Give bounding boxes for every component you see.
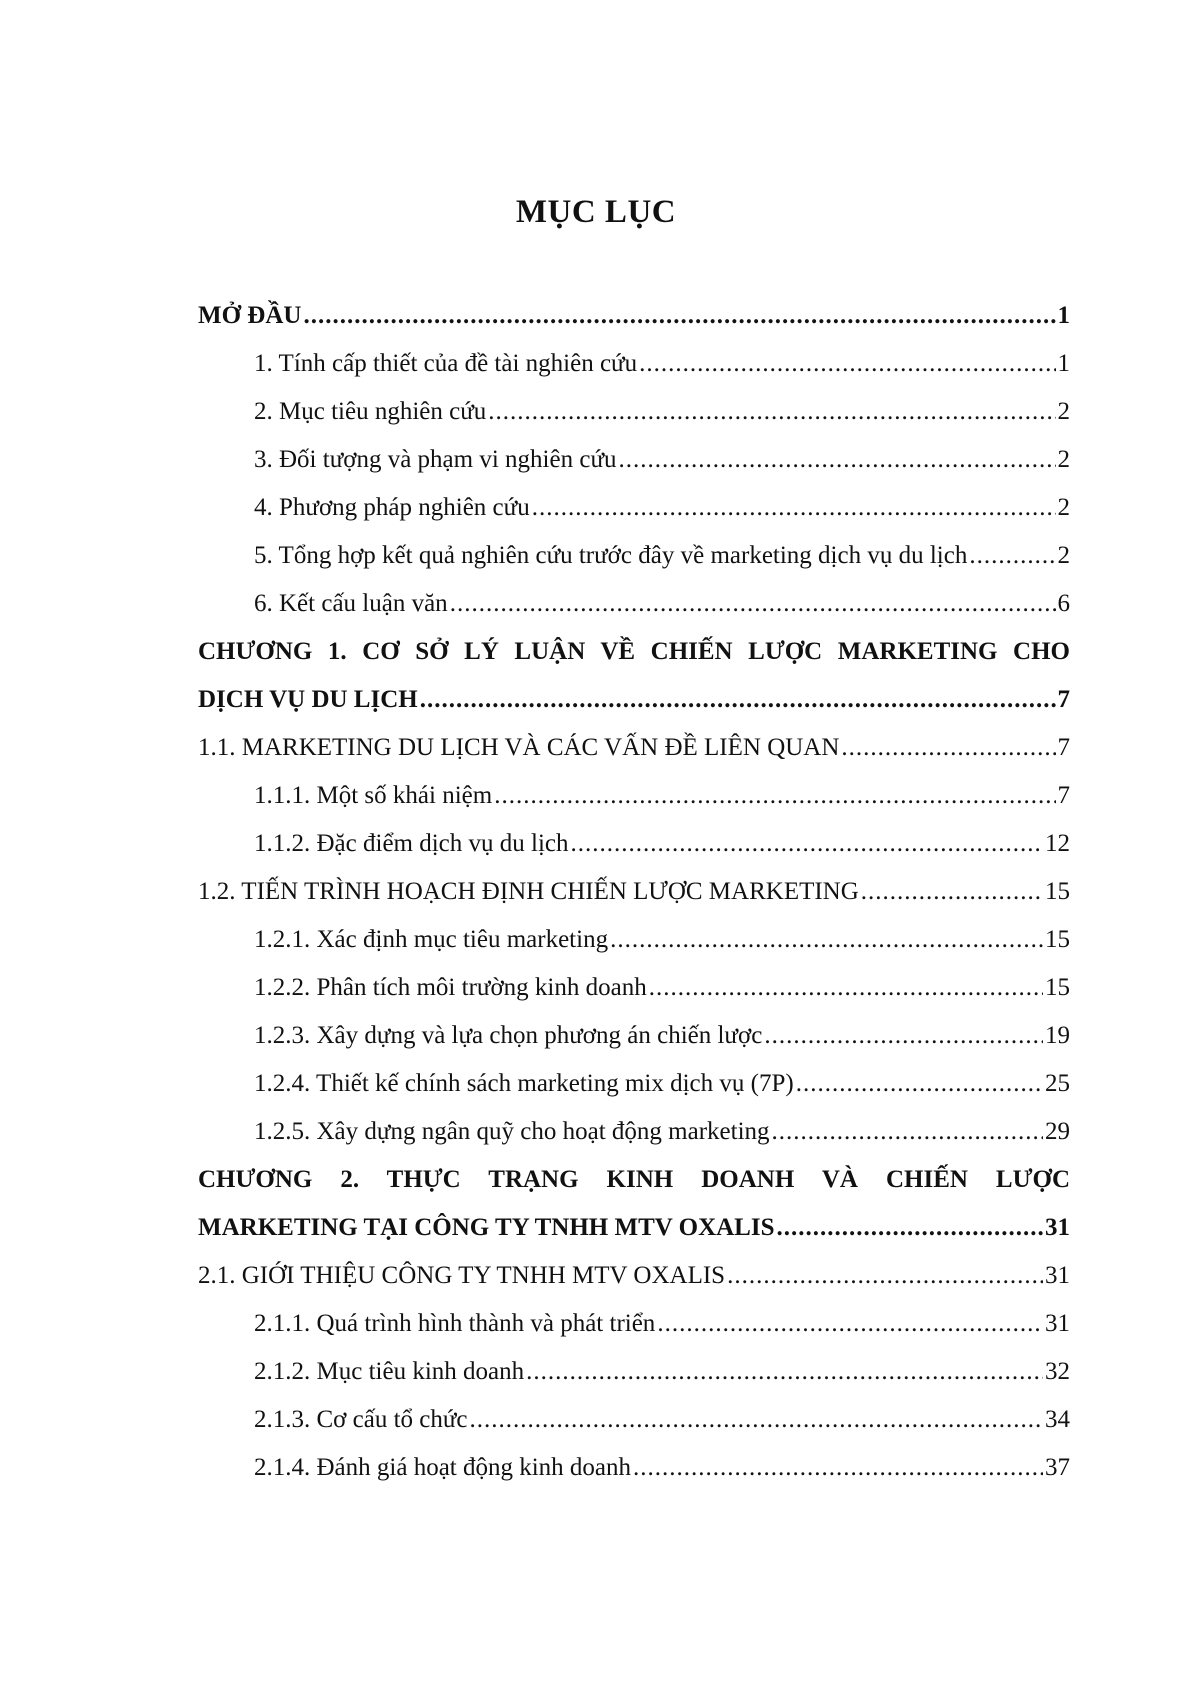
chapter-title-line-1: CHƯƠNG 1. CƠ SỞ LÝ LUẬN VỀ CHIẾN LƯỢC MARKETING CHO <box>198 638 1070 665</box>
dot-leader <box>526 1355 1043 1389</box>
dot-leader <box>777 1211 1044 1245</box>
page-number: 32 <box>1045 1358 1070 1385</box>
dot-leader <box>772 1115 1043 1149</box>
toc-entry[interactable] <box>198 731 1070 779</box>
dot-leader <box>470 1403 1043 1437</box>
toc-entry[interactable] <box>198 395 1070 443</box>
toc-entry[interactable] <box>198 347 1070 395</box>
page-number: 31 <box>1045 1214 1070 1241</box>
page-number: 2 <box>1057 494 1070 521</box>
toc-entry-label: 1. Tính cấp thiết của đề tài nghiên cứu <box>254 350 638 377</box>
toc-entry-label: 3. Đối tượng và phạm vi nghiên cứu <box>254 446 617 473</box>
toc-entry-label: 1.1.2. Đặc điểm dịch vụ du lịch <box>254 830 569 857</box>
dot-leader <box>639 347 1055 381</box>
toc-entry-label: MỞ ĐẦU <box>198 302 302 329</box>
page-number: 1 <box>1057 302 1070 329</box>
dot-leader <box>303 299 1055 333</box>
dot-leader <box>532 491 1056 525</box>
dot-leader <box>450 587 1056 621</box>
page-number: 12 <box>1045 830 1070 857</box>
toc-entry-label: 2.1. GIỚI THIỆU CÔNG TY TNHH MTV OXALIS <box>198 1262 726 1289</box>
dot-leader <box>764 1019 1043 1053</box>
page-number: 2 <box>1057 446 1070 473</box>
toc-entry[interactable] <box>198 923 1070 971</box>
page-number: 7 <box>1057 734 1070 761</box>
toc-entry-label: 1.2.5. Xây dựng ngân quỹ cho hoạt động marketing <box>254 1118 770 1145</box>
toc-entry[interactable] <box>198 1259 1070 1307</box>
dot-leader <box>657 1307 1043 1341</box>
page-number: 15 <box>1045 974 1070 1001</box>
toc-entry-label: 1.2.1. Xác định mục tiêu marketing <box>254 926 609 953</box>
toc-entry-label: 2.1.4. Đánh giá hoạt động kinh doanh <box>254 1454 632 1481</box>
toc-entry[interactable] <box>198 971 1070 1019</box>
toc-entry[interactable] <box>198 299 1070 347</box>
toc-title: MỤC LỤC <box>515 194 677 230</box>
page-number: 15 <box>1045 926 1070 953</box>
page-number: 7 <box>1057 686 1070 713</box>
toc-entry-label: 2. Mục tiêu nghiên cứu <box>254 398 487 425</box>
chapter-title-line-1: CHƯƠNG 2. THỰC TRẠNG KINH DOANH VÀ CHIẾN LƯỢC <box>198 1166 1070 1193</box>
page-number: 37 <box>1045 1454 1070 1481</box>
page-number: 1 <box>1057 350 1070 377</box>
dot-leader <box>649 971 1043 1005</box>
toc-entry[interactable] <box>198 1067 1070 1115</box>
dot-leader <box>861 875 1043 909</box>
dot-leader <box>633 1451 1043 1485</box>
page-number: 7 <box>1057 782 1070 809</box>
page-number: 2 <box>1057 542 1070 569</box>
toc-entry-label: 2.1.1. Quá trình hình thành và phát triển <box>254 1310 656 1337</box>
toc-entry-label: 1.1.1. Một số khái niệm <box>254 782 493 809</box>
toc-entry[interactable] <box>198 491 1070 539</box>
toc-entry[interactable] <box>198 1403 1070 1451</box>
toc-entry[interactable] <box>198 539 1070 587</box>
toc-entry-label: 2.1.2. Mục tiêu kinh doanh <box>254 1358 525 1385</box>
dot-leader <box>488 395 1055 429</box>
toc-entry[interactable] <box>198 1307 1070 1355</box>
toc-entry-label: 1.2.4. Thiết kế chính sách marketing mix dịch vụ (7P) <box>254 1070 794 1097</box>
toc-chapter-heading[interactable] <box>198 635 1070 731</box>
toc-entry[interactable] <box>198 1355 1070 1403</box>
dot-leader <box>571 827 1043 861</box>
toc-entry-label: 2.1.3. Cơ cấu tổ chức <box>254 1406 468 1433</box>
toc-entry-label: 1.1. MARKETING DU LỊCH VÀ CÁC VẤN ĐỀ LIÊN QUAN <box>198 734 840 761</box>
chapter-title-line-2: MARKETING TẠI CÔNG TY TNHH MTV OXALIS <box>198 1214 775 1241</box>
table-of-contents <box>198 299 1070 1499</box>
page-number: 15 <box>1045 878 1070 905</box>
toc-entry[interactable] <box>198 587 1070 635</box>
toc-entry[interactable] <box>198 1019 1070 1067</box>
chapter-title-line-2: DỊCH VỤ DU LỊCH <box>198 686 418 713</box>
toc-entry-label: 5. Tổng hợp kết quả nghiên cứu trước đây về marketing dịch vụ du lịch <box>254 542 968 569</box>
toc-chapter-heading[interactable] <box>198 1163 1070 1259</box>
page-number: 6 <box>1057 590 1070 617</box>
dot-leader <box>796 1067 1043 1101</box>
page-number: 31 <box>1045 1262 1070 1289</box>
toc-entry-label: 1.2.3. Xây dựng và lựa chọn phương án chiến lược <box>254 1022 763 1049</box>
page-number: 25 <box>1045 1070 1070 1097</box>
page-number: 34 <box>1045 1406 1070 1433</box>
page-number: 19 <box>1045 1022 1070 1049</box>
toc-entry-label: 4. Phương pháp nghiên cứu <box>254 494 530 521</box>
toc-entry[interactable] <box>198 1451 1070 1499</box>
toc-entry[interactable] <box>198 827 1070 875</box>
toc-entry-label: 1.2.2. Phân tích môi trường kinh doanh <box>254 974 647 1001</box>
page-number: 2 <box>1057 398 1070 425</box>
toc-entry[interactable] <box>198 443 1070 491</box>
dot-leader <box>494 779 1055 813</box>
dot-leader <box>727 1259 1043 1293</box>
page-number: 29 <box>1045 1118 1070 1145</box>
dot-leader <box>969 539 1055 573</box>
toc-entry[interactable] <box>198 875 1070 923</box>
toc-entry-label: 6. Kết cấu luận văn <box>254 590 448 617</box>
dot-leader <box>420 683 1056 717</box>
toc-entry[interactable] <box>198 779 1070 827</box>
dot-leader <box>619 443 1056 477</box>
dot-leader <box>610 923 1043 957</box>
page-number: 31 <box>1045 1310 1070 1337</box>
dot-leader <box>841 731 1055 765</box>
toc-entry[interactable] <box>198 1115 1070 1163</box>
toc-entry-label: 1.2. TIẾN TRÌNH HOẠCH ĐỊNH CHIẾN LƯỢC MARKETING <box>198 878 859 905</box>
